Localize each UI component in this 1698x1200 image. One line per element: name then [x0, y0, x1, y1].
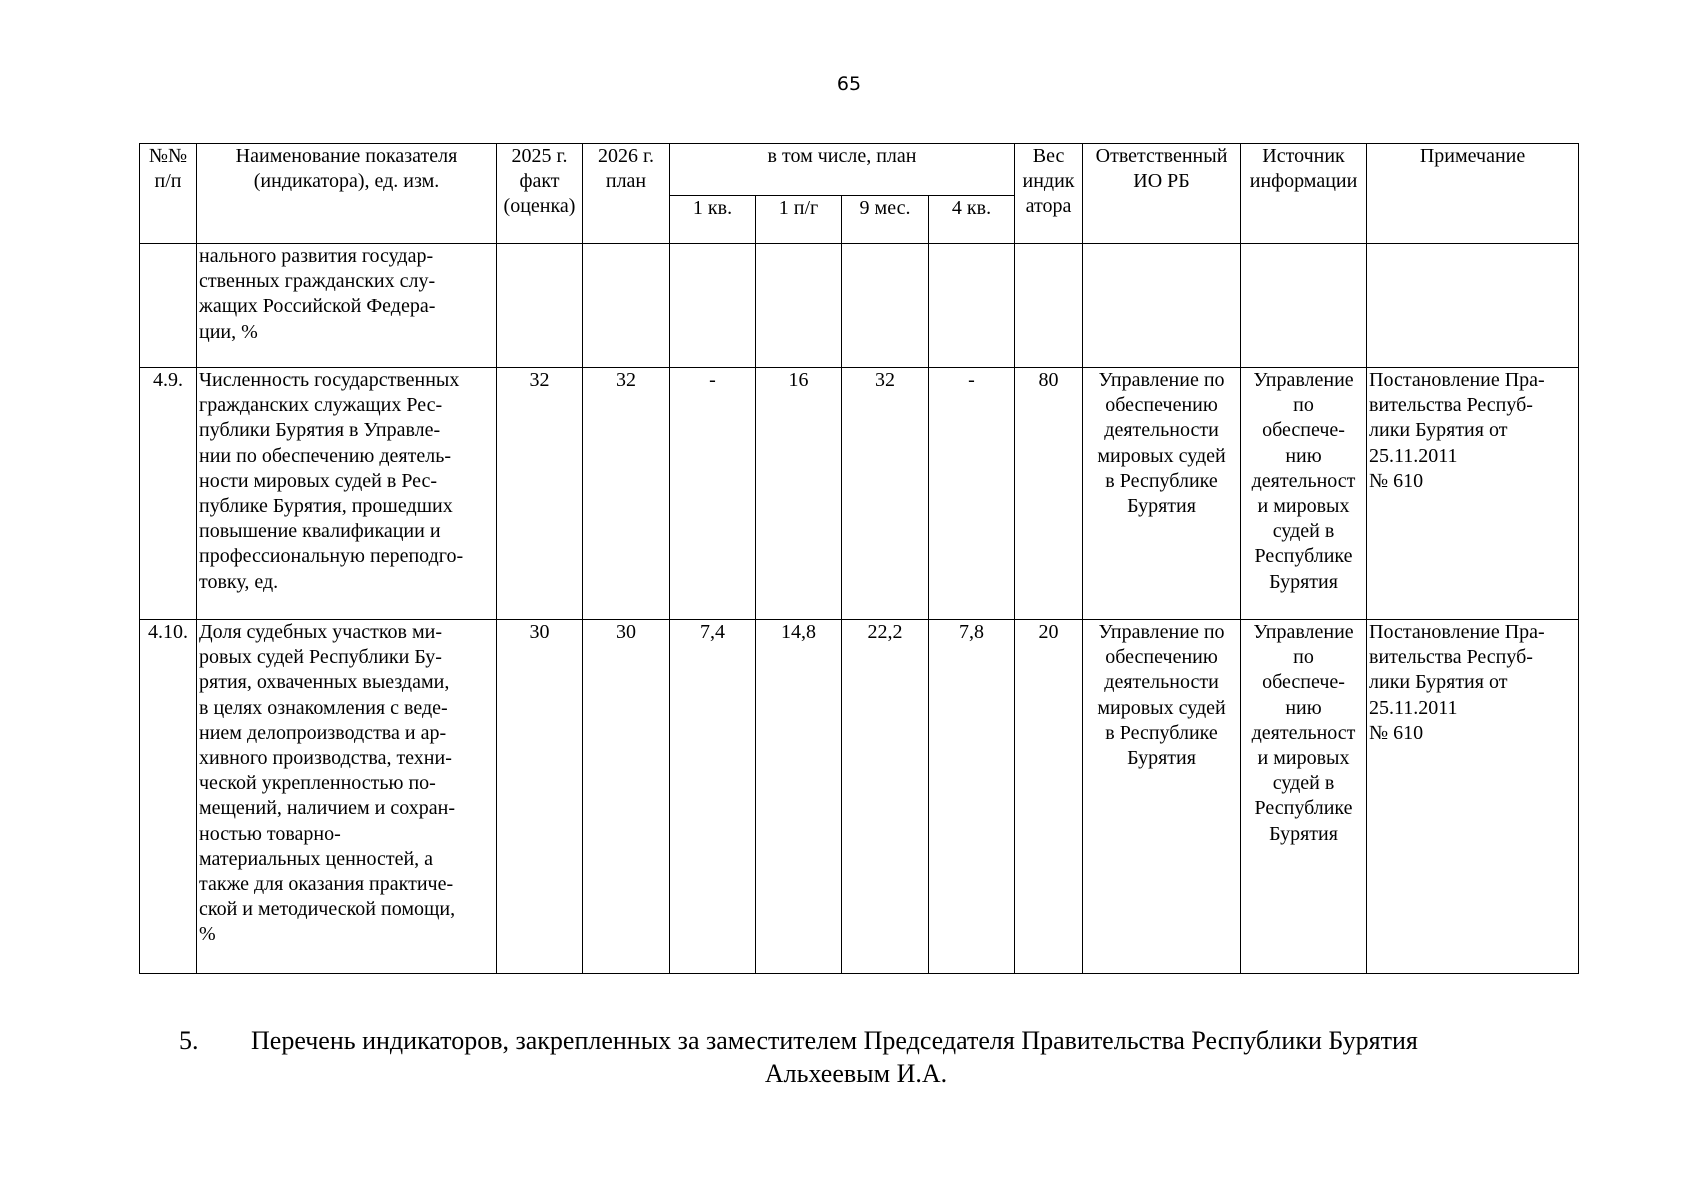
cell-num: [140, 244, 197, 368]
cell-weight: 20: [1015, 620, 1083, 974]
cell-h1: 14,8: [756, 620, 842, 974]
section-title-line2: Альхеевым И.А.: [764, 1059, 948, 1088]
header-source: Источник информации: [1241, 144, 1367, 244]
cell-responsible: Управление по обеспечению деятельности мировых судей в Республике Бурятия: [1083, 620, 1241, 974]
cell-q4: -: [929, 368, 1015, 620]
cell-note: Постановление Пра- вительства Респуб- лики Бурятия от 25.11.2011 № 610: [1367, 620, 1579, 974]
header-name: Наименование показателя (индикатора), ед. изм.: [197, 144, 497, 244]
cell-responsible: Управление по обеспечению деятельности мировых судей в Республике Бурятия: [1083, 368, 1241, 620]
header-q1: 1 кв.: [670, 196, 756, 244]
cell-q4: 7,8: [929, 620, 1015, 974]
cell-name: Доля судебных участков ми- ровых судей Республики Бу- рятия, охваченных выездами, в целях ознакомления с веде- нием делопроизводства и ар- хивного производства, техни- ческой укрепленностью по- мещений, наличием и сохран- ностью товарно- материальных ценностей, а также для оказания практиче- ской и методической помощи, %: [197, 620, 497, 974]
header-h1: 1 п/г: [756, 196, 842, 244]
header-responsible: Ответственный ИО РБ: [1083, 144, 1241, 244]
cell-responsible: [1083, 244, 1241, 368]
header-fact-2025: 2025 г. факт (оценка): [497, 144, 583, 244]
header-including-plan: в том числе, план: [670, 144, 1015, 196]
cell-fact-2025: 32: [497, 368, 583, 620]
cell-fact-2025: 30: [497, 620, 583, 974]
cell-plan-2026: 32: [583, 368, 670, 620]
table-row: [140, 244, 1579, 368]
cell-fact-2025: [497, 244, 583, 368]
cell-num: 4.9.: [140, 368, 197, 620]
page-number: 65: [836, 73, 862, 95]
cell-plan-2026: 30: [583, 620, 670, 974]
header-note: Примечание: [1367, 144, 1579, 244]
cell-9m: 22,2: [842, 620, 929, 974]
cell-source: [1241, 244, 1367, 368]
cell-name: нального развития государ- ственных гражданских слу- жащих Российской Федера- ции, %: [197, 244, 497, 368]
section-title-line1: Перечень индикаторов, закрепленных за заместителем Председателя Правительства Республики Бурятия: [251, 1026, 1418, 1055]
cell-plan-2026: [583, 244, 670, 368]
cell-weight: 80: [1015, 368, 1083, 620]
cell-q4: [929, 244, 1015, 368]
header-plan-2026: 2026 г. план: [583, 144, 670, 244]
cell-q1: [670, 244, 756, 368]
cell-source: Управление по обеспече- нию деятельност и мировых судей в Республике Бурятия: [1241, 620, 1367, 974]
header-9m: 9 мес.: [842, 196, 929, 244]
cell-name: Численность государственных гражданских служащих Рес- публики Бурятия в Управле- нии по обеспечению деятель- ности мировых судей в Рес- публике Бурятия, прошедших повышение квалификации и профессиональную переподго- товку, ед.: [197, 368, 497, 620]
cell-q1: 7,4: [670, 620, 756, 974]
table-row: [140, 620, 1579, 974]
cell-9m: 32: [842, 368, 929, 620]
section-number: 5.: [179, 1026, 199, 1055]
cell-weight: [1015, 244, 1083, 368]
header-weight: Вес индик атора: [1015, 144, 1083, 244]
table-row: [140, 368, 1579, 620]
cell-note: [1367, 244, 1579, 368]
cell-note: Постановление Пра- вительства Респуб- лики Бурятия от 25.11.2011 № 610: [1367, 368, 1579, 620]
cell-num: 4.10.: [140, 620, 197, 974]
header-num: №№ п/п: [140, 144, 197, 244]
cell-q1: -: [670, 368, 756, 620]
cell-h1: [756, 244, 842, 368]
cell-h1: 16: [756, 368, 842, 620]
cell-9m: [842, 244, 929, 368]
section-heading: [139, 1024, 1573, 1090]
header-q4: 4 кв.: [929, 196, 1015, 244]
cell-source: Управление по обеспече- нию деятельност и мировых судей в Республике Бурятия: [1241, 368, 1367, 620]
indicators-table: [139, 143, 1579, 974]
header-row-1: [140, 144, 1579, 196]
